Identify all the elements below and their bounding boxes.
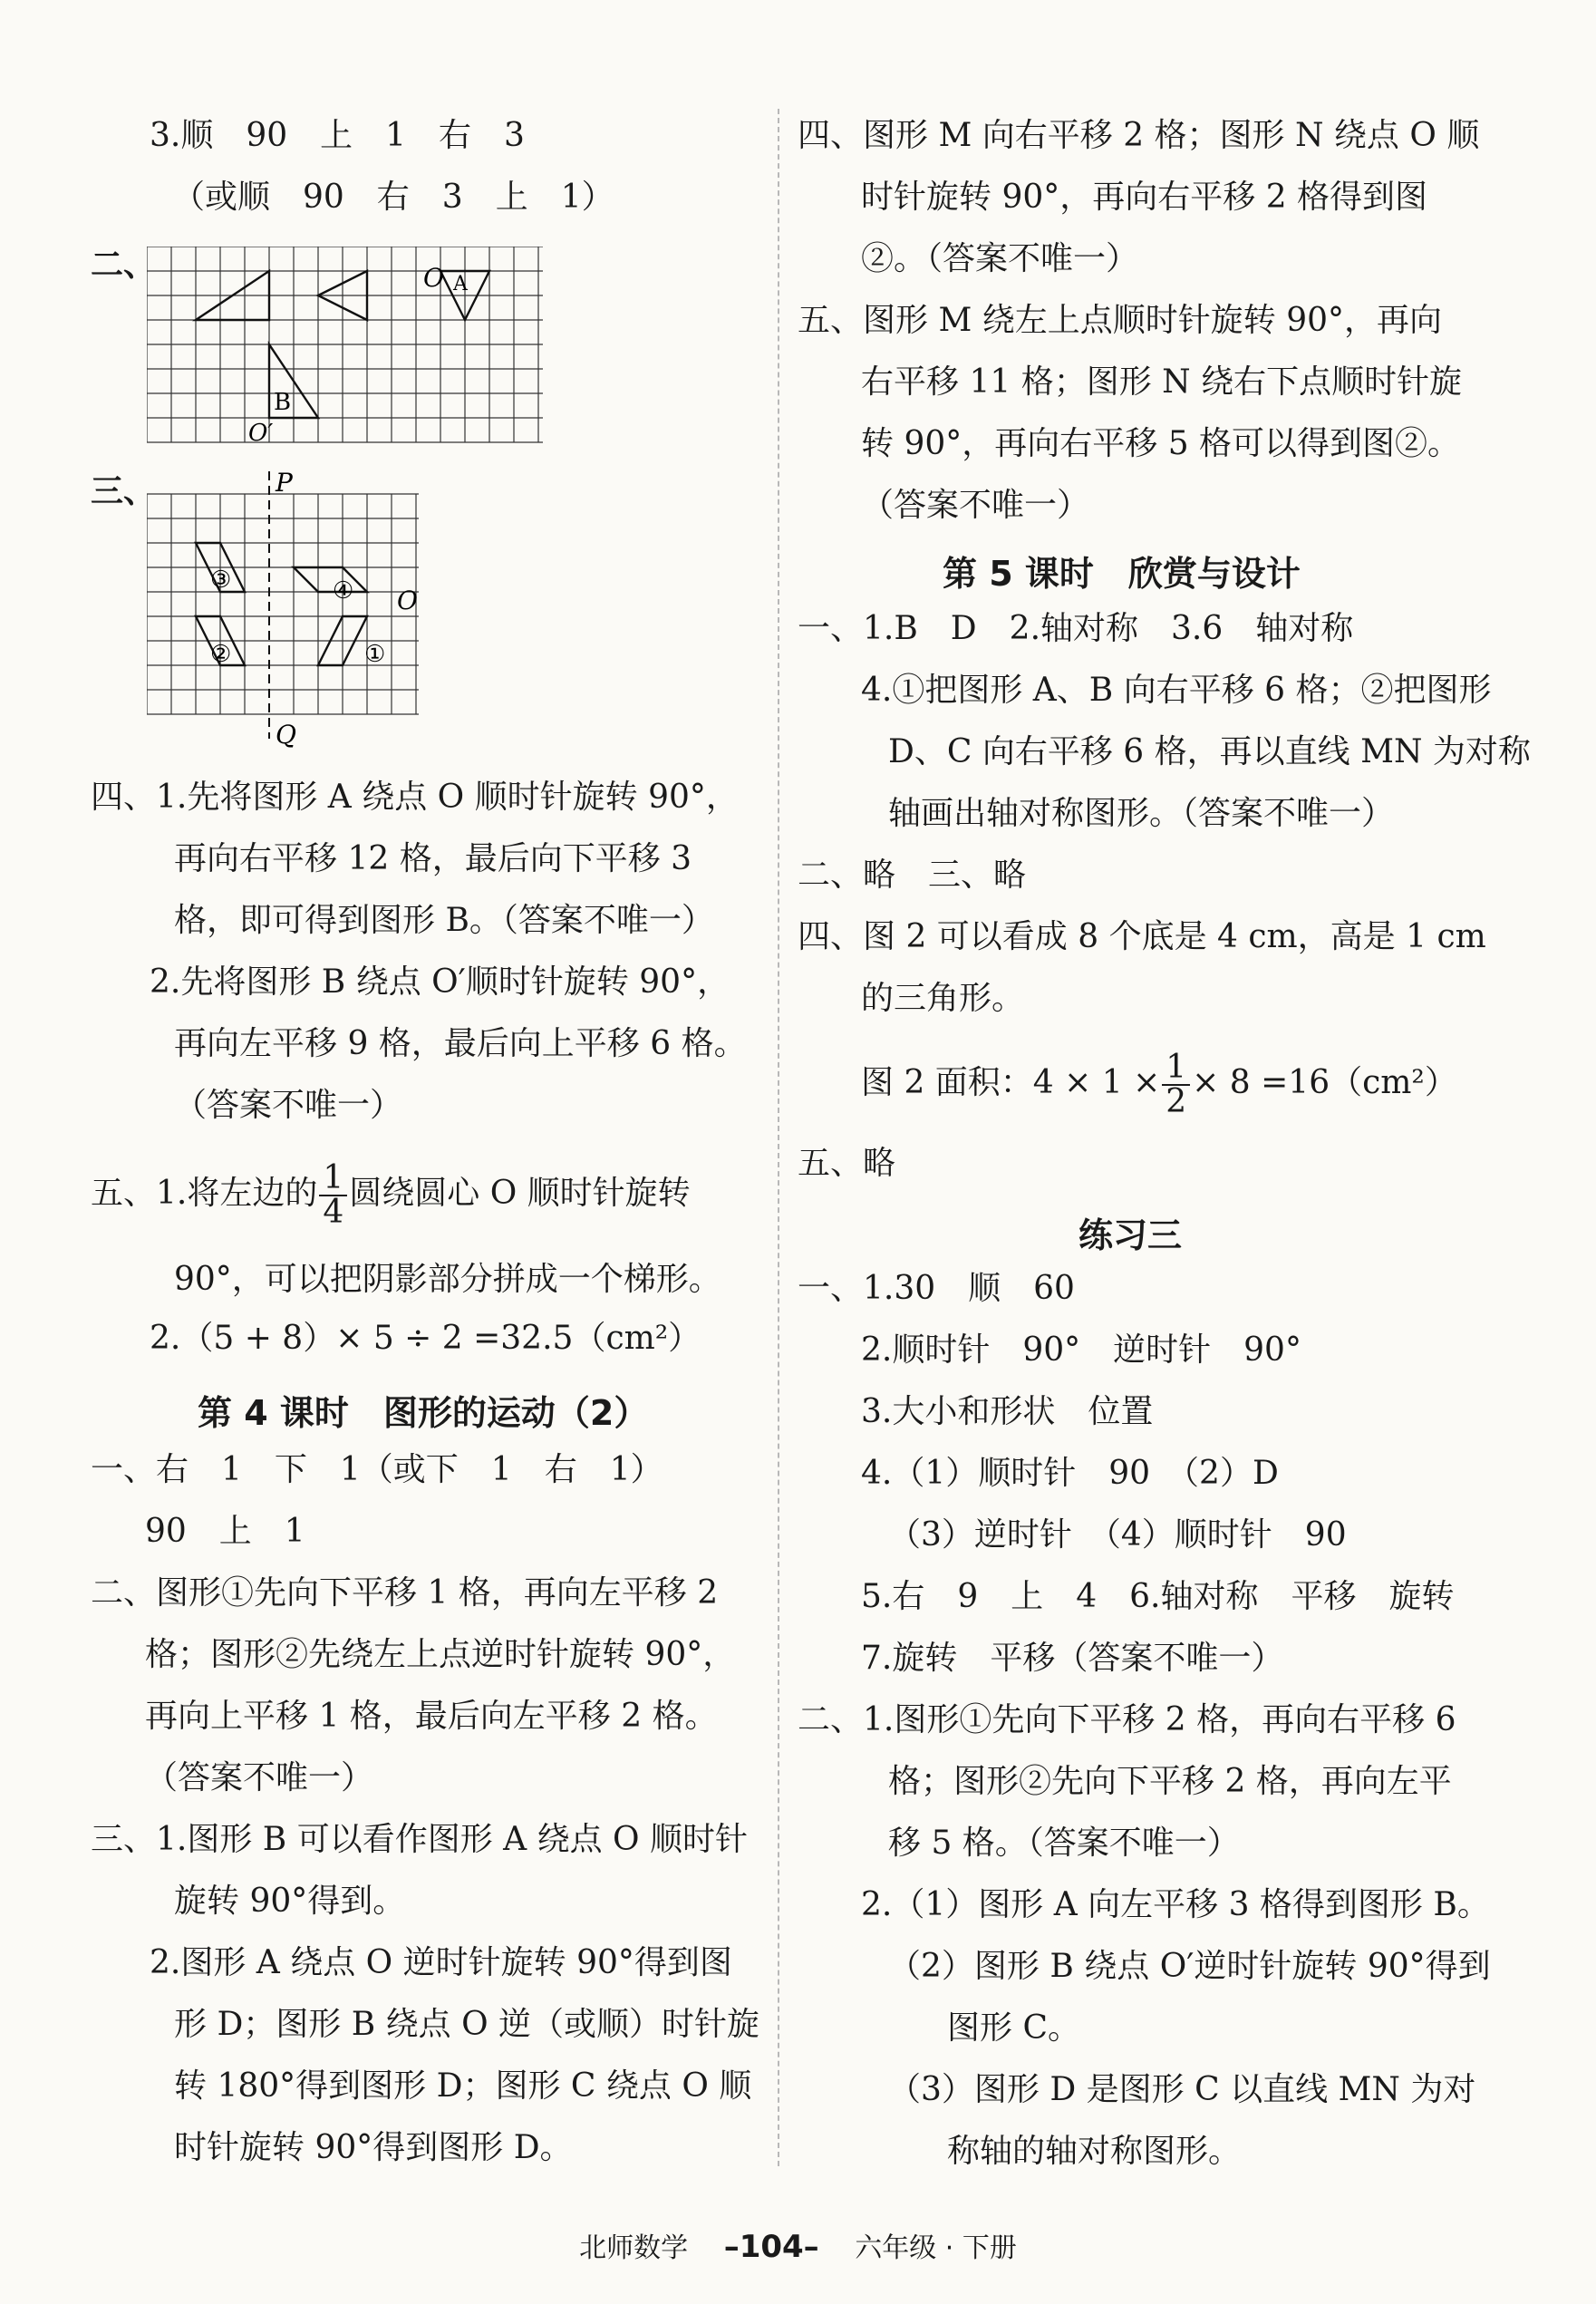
footer-subject: 北师数学 (579, 2232, 689, 2264)
answer-line: （2）图形 B 绕点 O′逆时针旋转 90°得到 (888, 1948, 1491, 1985)
grid-label: A (453, 273, 468, 295)
page-footer (0, 2225, 1596, 2265)
answer-line: 一、右 1 下 1（或下 1 右 1） (91, 1451, 663, 1488)
answer-text: 图 2 面积：4 × 1 × (861, 1064, 1161, 1101)
grid-label: ④ (333, 577, 354, 605)
answer-line: 转 180°得到图形 D；图形 C 绕点 O 顺 (174, 2067, 752, 2105)
grid-label: ② (210, 641, 232, 668)
answer-line: 再向上平移 1 格，最后向左平移 2 格。 (145, 1698, 718, 1735)
answer-line: 三、1.图形 B 可以看作图形 A 绕点 O 顺时针 (91, 1821, 748, 1858)
answer-line: 一、1.B D 2.轴对称 3.6 轴对称 (798, 610, 1354, 647)
answer-text: 五、1.将左边的 (91, 1175, 318, 1212)
answer-line: 右平移 11 格；图形 N 绕右下点顺时针旋 (861, 363, 1463, 401)
grid-label: P (276, 471, 293, 498)
answer-line (861, 1051, 1457, 1118)
fraction-numerator: 1 (1162, 1051, 1190, 1086)
fraction-denominator: 4 (323, 1194, 344, 1231)
answer-line: 四、图 2 可以看成 8 个底是 4 cm，高是 1 cm (798, 918, 1486, 955)
answer-line: ②。（答案不唯一） (861, 240, 1139, 277)
fraction (1162, 1051, 1190, 1118)
grid-label: O (397, 586, 418, 615)
answer-line: 2.顺时针 90° 逆时针 90° (861, 1331, 1301, 1369)
answer-line: 再向左平移 9 格，最后向上平移 6 格。 (174, 1025, 747, 1062)
answer-line: 2.先将图形 B 绕点 O′顺时针旋转 90°， (150, 963, 730, 1001)
answer-line: 二、1.图形①先向下平移 2 格，再向右平移 6 (798, 1701, 1456, 1738)
answer-text: 圆绕圆心 O 顺时针旋转 (349, 1175, 691, 1212)
lesson-heading: 练习三 (1079, 1215, 1183, 1255)
answer-line: 格；图形②先向下平移 2 格，再向左平 (888, 1763, 1452, 1800)
lesson-heading: 第 4 课时 图形的运动（2） (198, 1393, 649, 1433)
section-label: 二、 (91, 246, 157, 284)
answer-line: 二、图形①先向下平移 1 格，再向左平移 2 (91, 1574, 719, 1612)
answer-line: （答案不唯一） (174, 1087, 403, 1124)
answer-line: 2.（5 + 8）× 5 ÷ 2 =32.5（cm²） (150, 1320, 701, 1357)
answer-line: 旋转 90°得到。 (174, 1883, 406, 1920)
fraction-denominator: 2 (1166, 1083, 1187, 1120)
parallelogram-shape (294, 567, 367, 592)
answer-line: 时针旋转 90°，再向右平移 2 格得到图 (861, 179, 1428, 216)
grid-figure-3 (147, 471, 437, 748)
answer-line: 格，即可得到图形 B。（答案不唯一） (174, 902, 714, 939)
answer-line: 3.大小和形状 位置 (861, 1393, 1154, 1430)
answer-line: 转 90°，再向右平移 5 格可以得到图②。 (861, 425, 1461, 462)
grid-label: ① (364, 641, 386, 668)
grid-label: O (423, 263, 444, 293)
answer-line: 称轴的轴对称图形。 (947, 2133, 1242, 2170)
answer-line: 五、图形 M 绕左上点顺时针旋转 90°，再向 (798, 302, 1443, 339)
answer-line: 再向右平移 12 格，最后向下平移 3 (174, 840, 692, 877)
answer-line: 图形 C。 (947, 2009, 1080, 2047)
answer-text: × 8 =16（cm²） (1192, 1064, 1457, 1101)
answer-line: （3）逆时针 （4）顺时针 90 (888, 1516, 1347, 1554)
grid-figure-2 (147, 247, 546, 446)
answer-line: 4.（1）顺时针 90 （2）D (861, 1455, 1279, 1492)
answer-line: 四、1.先将图形 A 绕点 O 顺时针旋转 90°， (91, 779, 739, 816)
section-label: 三、 (91, 472, 157, 510)
fraction (319, 1159, 347, 1231)
answer-line: 移 5 格。（答案不唯一） (888, 1825, 1240, 1862)
footer-grade: 六年级 · 下册 (855, 2232, 1017, 2264)
lesson-heading: 第 5 课时 欣赏与设计 (943, 554, 1301, 594)
grid-label: B (274, 389, 292, 416)
answer-line: （答案不唯一） (861, 487, 1090, 524)
answer-line: 二、略 三、略 (798, 857, 1027, 894)
answer-line: 一、1.30 顺 60 (798, 1270, 1075, 1307)
answer-line: 90 上 1 (145, 1513, 305, 1550)
answer-line: 格；图形②先绕左上点逆时针旋转 90°， (145, 1636, 736, 1673)
answer-line: 2.图形 A 绕点 O 逆时针旋转 90°得到图 (150, 1944, 732, 1981)
grid-label: ③ (210, 566, 232, 594)
grid-label: O′ (248, 420, 274, 446)
answer-line: 3.顺 90 上 1 右 3 (150, 117, 525, 154)
answer-line: 的三角形。 (861, 980, 1025, 1017)
answer-line: 4.①把图形 A、B 向右平移 6 格；②把图形 (861, 672, 1492, 709)
answer-line (91, 1159, 691, 1231)
column-divider (778, 109, 779, 2166)
grid-label: Q (276, 720, 296, 748)
answer-line: 2.（1）图形 A 向左平移 3 格得到图形 B。 (861, 1886, 1490, 1923)
answer-line: 7.旋转 平移（答案不唯一） (861, 1640, 1284, 1677)
page-number: –104– (723, 2229, 819, 2265)
answer-line: 90°，可以把阴影部分拼成一个梯形。 (174, 1261, 721, 1298)
answer-line: 轴画出轴对称图形。（答案不唯一） (888, 795, 1395, 832)
answer-line: （3）图形 D 是图形 C 以直线 MN 为对 (888, 2071, 1476, 2108)
grid-lines (147, 494, 419, 714)
grid-lines (147, 247, 543, 442)
answer-line: （答案不唯一） (145, 1759, 374, 1796)
fraction-numerator: 1 (319, 1162, 347, 1196)
answer-line: （或顺 90 右 3 上 1） (172, 179, 614, 216)
answer-line: 5.右 9 上 4 6.轴对称 平移 旋转 (861, 1578, 1455, 1615)
answer-line: D、C 向右平移 6 格，再以直线 MN 为对称 (888, 733, 1531, 770)
answer-line: 五、略 (798, 1145, 896, 1182)
answer-line: 时针旋转 90°得到图形 D。 (174, 2129, 573, 2166)
answer-line: 四、图形 M 向右平移 2 格；图形 N 绕点 O 顺 (798, 117, 1480, 154)
answer-line: 形 D；图形 B 绕点 O 逆（或顺）时针旋 (174, 2006, 760, 2043)
